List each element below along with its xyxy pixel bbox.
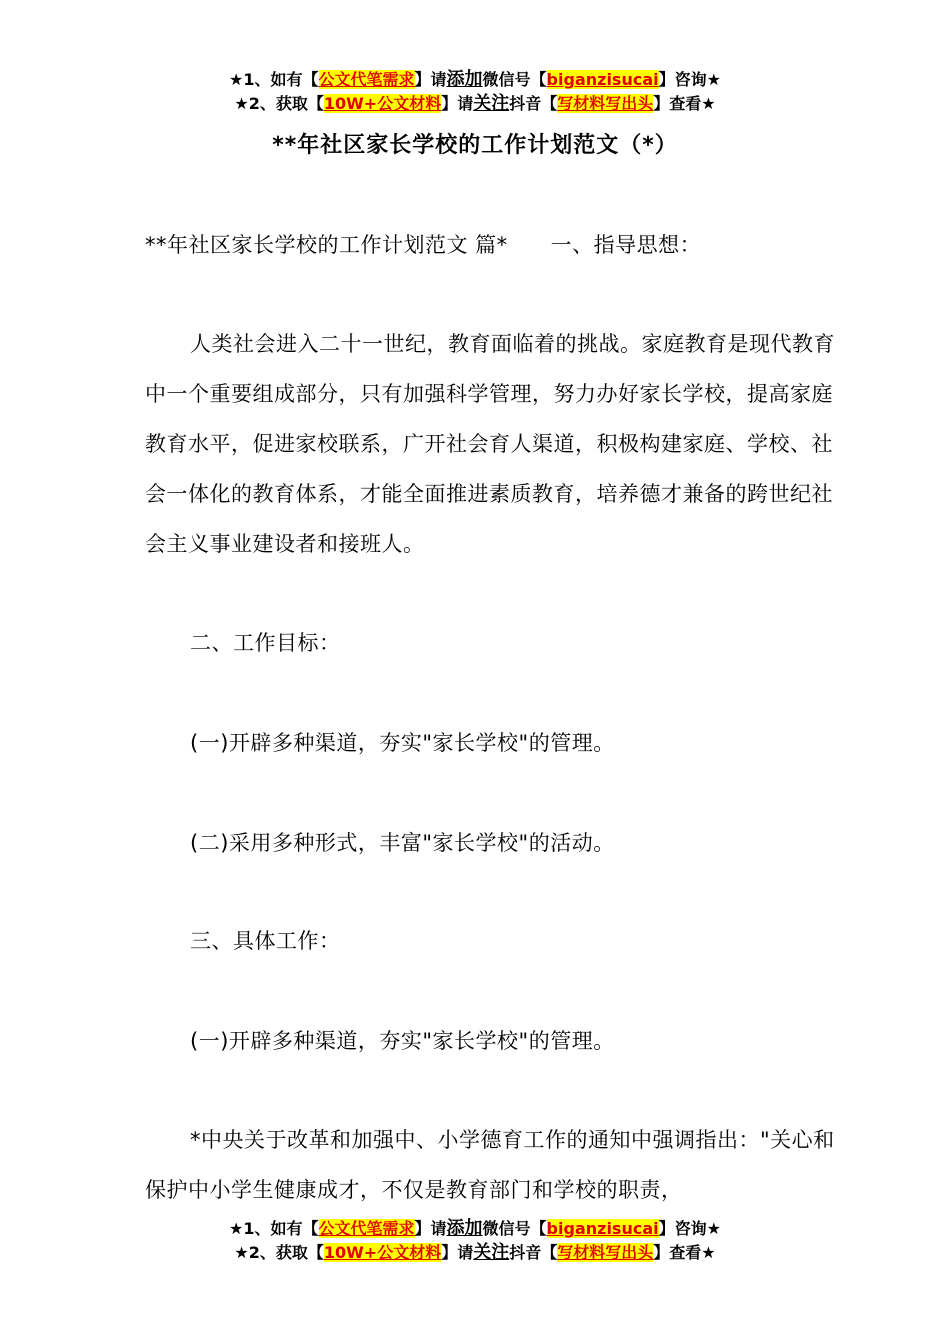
goal-item-1: (一)开辟多种渠道，夯实"家长学校"的管理。 [190, 731, 615, 755]
promo-underlined: 添加 [446, 69, 483, 90]
promo-underlined: 添加 [446, 1218, 483, 1239]
promo-line-1 [0, 68, 950, 92]
promo-text: 微信号【 [482, 70, 547, 89]
promo-text: 】咨询★ [658, 70, 721, 89]
promo-text: 】请 [441, 94, 474, 113]
promo-text: 】咨询★ [658, 1219, 721, 1238]
promo-underlined: 关注 [473, 1242, 510, 1263]
intro-line: **年社区家长学校的工作计划范文 篇* 一、指导思想： [145, 233, 702, 257]
promo-wechat-id: biganzisucai [546, 1219, 659, 1238]
promo-text: ★1、如有【 [229, 70, 319, 89]
document-title: **年社区家长学校的工作计划范文（*） [272, 133, 678, 158]
promo-text: 】查看★ [653, 94, 716, 113]
promo-underlined: 关注 [473, 93, 510, 114]
promo-text: 】请 [441, 1243, 474, 1262]
promo-text: 抖音【 [509, 1243, 558, 1262]
paragraph-directive: *中央关于改革和加强中、小学德育工作的通知中强调指出："关心和保护中小学生健康成才，不仅是教育部门和学校的职责， [145, 1128, 835, 1202]
promo-line-2 [0, 1241, 950, 1265]
promo-highlight: 10W+公文材料 [323, 1243, 442, 1262]
promo-text: 微信号【 [482, 1219, 547, 1238]
goal-item-2: (二)采用多种形式，丰富"家长学校"的活动。 [190, 831, 615, 855]
promo-text: 】查看★ [653, 1243, 716, 1262]
promo-text: 】请 [414, 70, 447, 89]
promo-douyin-id: 写材料写出头 [557, 1243, 654, 1262]
heading-work-goals: 二、工作目标： [190, 631, 341, 655]
promo-highlight: 公文代笔需求 [318, 1219, 415, 1238]
promo-text: 】请 [414, 1219, 447, 1238]
promo-line-1 [0, 1217, 950, 1241]
promo-highlight: 公文代笔需求 [318, 70, 415, 89]
promo-text: ★1、如有【 [229, 1219, 319, 1238]
promo-highlight: 10W+公文材料 [323, 94, 442, 113]
promo-wechat-id: biganzisucai [546, 70, 659, 89]
paragraph-guiding-thought: 人类社会进入二十一世纪，教育面临着的挑战。家庭教育是现代教育中一个重要组成部分，只有加强科学管理，努力办好家长学校，提高家庭教育水平，促进家校联系，广开社会育人渠道，积极构建家庭、学校、社会一体化的教育体系，才能全面推进素质教育，培养德才兼备的跨世纪社会主义事业建设者和接班人。 [145, 332, 835, 556]
promo-text: ★2、获取【 [234, 1243, 324, 1262]
work-item-1: (一)开辟多种渠道，夯实"家长学校"的管理。 [190, 1029, 615, 1053]
promo-text: ★2、获取【 [234, 94, 324, 113]
heading-specific-work: 三、具体工作： [190, 929, 341, 953]
promo-douyin-id: 写材料写出头 [557, 94, 654, 113]
promo-banner-bottom [0, 1217, 950, 1265]
promo-text: 抖音【 [509, 94, 558, 113]
promo-banner-top [0, 68, 950, 116]
promo-line-2 [0, 92, 950, 116]
